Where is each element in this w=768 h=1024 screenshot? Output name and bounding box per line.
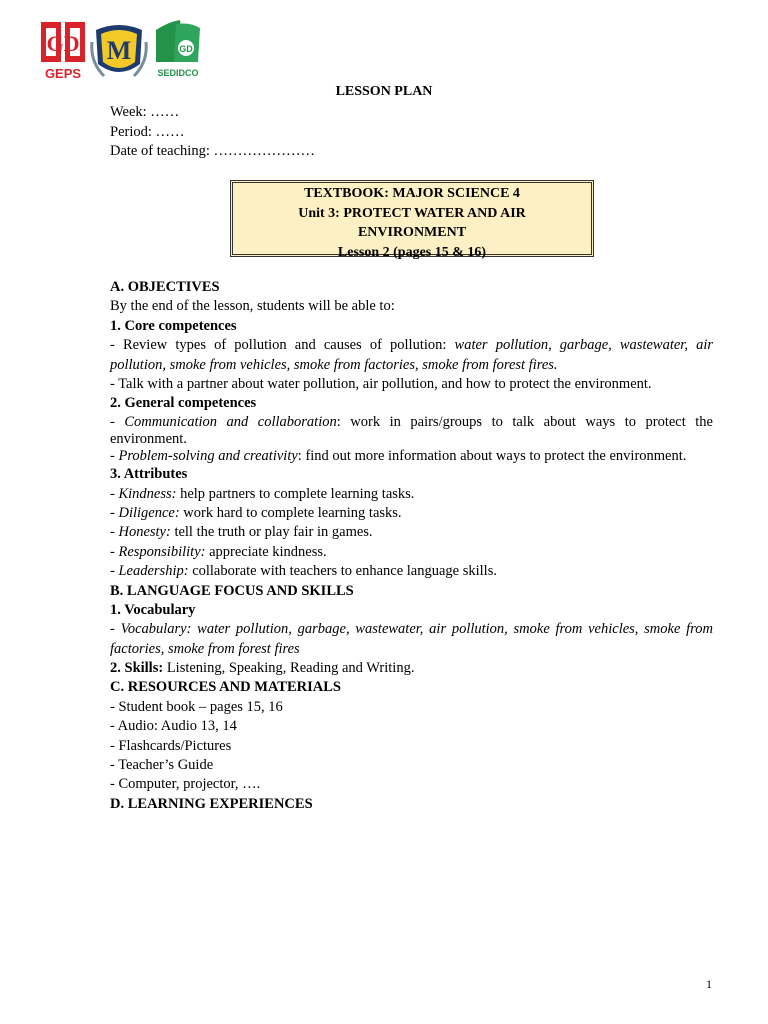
core-competence-item: - Review types of pollution and causes of pollution: water pollution, garbage, wastewater, air pollution, smoke from vehicles, smoke from factories, smoke from forest fires. [110, 337, 714, 373]
attribute-item: - Diligence: work hard to complete learning tasks. [110, 504, 402, 521]
resource-item: - Teacher’s Guide [110, 757, 214, 774]
resource-item: - Student book – pages 15, 16 [110, 698, 283, 715]
svg-text:GEPS: GEPS [44, 66, 82, 81]
vocabulary-item: - Vocabulary: water pollution, garbage, wastewater, air pollution, smoke from vehicles, smoke from factories, smoke from forest fires [110, 621, 713, 657]
subsection-heading: 1. Vocabulary [110, 601, 196, 618]
general-competence-item: - Problem-solving and creativity: find out more information about ways to protect the environment. [110, 448, 687, 465]
svg-text:GD: GD [179, 44, 193, 54]
sedidco-logo [150, 18, 206, 82]
attribute-item: - Kindness: help partners to complete learning tasks. [110, 485, 415, 502]
svg-text:GD: GD [46, 31, 80, 56]
unit-title-continued: ENVIRONMENT [357, 225, 467, 240]
m-crest-logo [90, 22, 148, 80]
general-competence-item: - Communication and collaboration: work in pairs/groups to talk about ways to protect the environment. [110, 413, 713, 447]
objectives-intro: By the end of the lesson, students will be able to: [110, 298, 395, 315]
lesson-content [110, 278, 713, 814]
subsection-heading: 1. Core competences [110, 317, 237, 334]
svg-text:SEDIDCO: SEDIDCO [157, 68, 199, 78]
section-heading: B. LANGUAGE FOCUS AND SKILLS [110, 582, 354, 599]
logo-group [38, 18, 208, 84]
section-heading: D. LEARNING EXPERIENCES [110, 795, 313, 812]
page-title: LESSON PLAN [335, 84, 433, 99]
page-number: 1 [706, 977, 712, 991]
attribute-item: - Honesty: tell the truth or play fair in games. [110, 524, 373, 541]
date-of-teaching-field: Date of teaching: ………………… [110, 143, 315, 159]
section-heading: A. OBJECTIVES [110, 279, 220, 295]
core-competence-item: - Talk with a partner about water pollution, air pollution, and how to protect the environment. [110, 375, 652, 392]
resource-item: - Flashcards/Pictures [110, 737, 232, 754]
unit-title: Unit 3: PROTECT WATER AND AIR [298, 205, 526, 221]
week-field: Week: …… [110, 104, 180, 120]
svg-text:M: M [106, 36, 132, 65]
resource-item: - Audio: Audio 13, 14 [110, 718, 237, 735]
attribute-item: - Leadership: collaborate with teachers to enhance language skills. [110, 563, 497, 580]
textbook-title: TEXTBOOK: MAJOR SCIENCE 4 [304, 186, 520, 201]
resource-item: - Computer, projector, …. [110, 776, 261, 793]
subsection-heading: 2. General competences [110, 395, 257, 412]
attribute-item: - Responsibility: appreciate kindness. [110, 543, 327, 560]
lesson-title: Lesson 2 (pages 15 & 16) [337, 244, 487, 260]
geps-logo [38, 18, 90, 82]
textbook-info-box [230, 180, 594, 260]
period-field: Period: …… [110, 124, 185, 140]
subsection-heading: 3. Attributes [110, 466, 188, 483]
section-heading: C. RESOURCES AND MATERIALS [110, 679, 341, 696]
skills-item: 2. Skills: Listening, Speaking, Reading and Writing. [110, 660, 415, 677]
